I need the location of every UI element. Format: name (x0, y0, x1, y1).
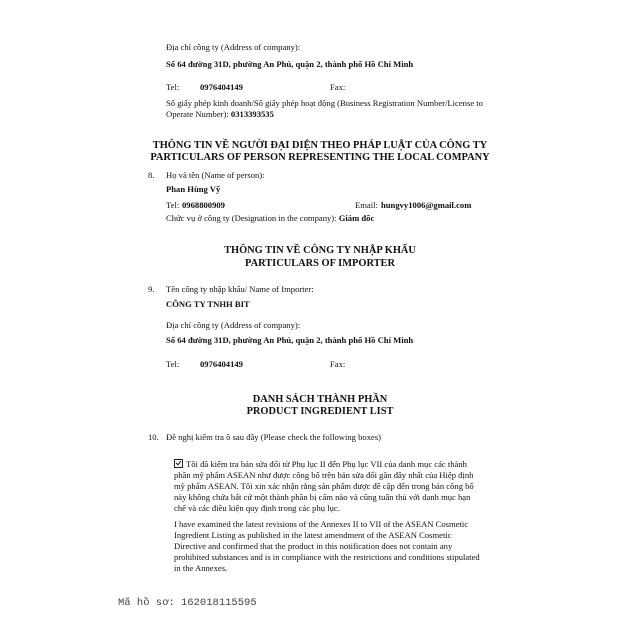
company-tel-label: Tel: (166, 82, 180, 92)
license-line1: Số giấy phép kinh doanh/Số giấy phép hoạt động (Business Registration Number/License to (166, 98, 483, 108)
item10-number: 10. (148, 432, 159, 442)
statement-vi-text-1: Tôi đã kiểm tra bản sửa đổi từ Phụ lục II đến Phụ lục VII của danh mục các thành (186, 459, 467, 469)
company-address-value: Số 64 đường 31D, phường An Phú, quận 2, thành phố Hồ Chí Minh (166, 59, 414, 69)
confirmation-checkbox[interactable] (174, 459, 183, 468)
section-representative-title-vi: THÔNG TIN VỀ NGƯỜI ĐẠI DIỆN THEO PHÁP LUẬT CỦA CÔNG TY (152, 140, 488, 151)
person-name-value: Phan Hùng Vỹ (166, 184, 221, 194)
check-instruction: Đề nghị kiểm tra ô sau đây (Please check the following boxes) (166, 432, 382, 442)
statement-vi-line-4: này không chứa bất cứ một thành phần bị cấm nào và cũng tuân thủ với danh mục hạn (174, 492, 471, 502)
importer-fax-label: Fax: (330, 359, 346, 369)
company-tel-value: 0976404149 (200, 82, 243, 92)
company-fax-label: Fax: (330, 82, 346, 92)
person-email-value: hungvy1006@gmail.com (381, 200, 472, 210)
section-ingredients-title-vi: DANH SÁCH THÀNH PHẦN (252, 394, 388, 405)
importer-tel-label: Tel: (166, 359, 180, 369)
statement-en-line-3: Directive and confirmed that the product in this notification does not contain any (174, 541, 453, 551)
designation-value: Giám đốc (338, 213, 375, 223)
statement-en-line-2: Ingredient Listing as published in the latest amendment of the ASEAN Cosmetic (174, 530, 452, 540)
importer-name-label: Tên công ty nhập khẩu/ Name of Importer: (166, 284, 314, 294)
section-importer-title-en: PARTICULARS OF IMPORTER (245, 258, 395, 269)
dossier-number: Mã hồ sơ: 162018115595 (118, 597, 257, 609)
statement-vi-line-2: phần mỹ phẩm ASEAN như được công bố trên bản sửa đổi gần đây nhất của Hiệp định (174, 470, 474, 480)
statement-en-line-5: in the Annexes. (174, 563, 228, 573)
importer-name-value: CÔNG TY TNHH BIT (166, 299, 250, 309)
importer-address-label: Địa chỉ công ty (Address of company): (166, 320, 301, 330)
designation-line (166, 213, 374, 224)
statement-vi-line-5: chế và các điều kiện quy định trong các phụ lục. (174, 503, 340, 513)
statement-vi-line-3: mỹ phẩm ASEAN. Tôi xin xác nhận rằng sản phẩm được đề cập đến trong bản công bố (174, 481, 474, 491)
statement-vi-line-1 (174, 459, 467, 470)
company-address-label: Địa chỉ công ty (Address of company): (166, 42, 301, 52)
person-email-label: Email: (355, 200, 378, 210)
section-representative-title-en: PARTICULARS OF PERSON REPRESENTING THE LOCAL COMPANY (150, 152, 490, 163)
item8-number: 8. (148, 170, 155, 180)
designation-label: Chức vụ ở công ty (Designation in the company): (166, 213, 337, 223)
person-tel-label: Tel: (166, 200, 180, 210)
license-label: Operate Number): (166, 109, 229, 119)
statement-en-line-1: I have examined the latest revisions of the Annexes II to VII of the ASEAN Cosmetic (174, 519, 469, 529)
person-tel-value: 0968800909 (182, 200, 225, 210)
importer-address-value: Số 64 đường 31D, phường An Phú, quận 2, thành phố Hồ Chí Minh (166, 335, 414, 345)
license-line2 (166, 109, 274, 120)
section-importer-title-vi: THÔNG TIN VỀ CÔNG TY NHẬP KHẨU (224, 245, 416, 256)
section-ingredients-title-en: PRODUCT INGREDIENT LIST (246, 406, 394, 417)
importer-tel-value: 0976404149 (200, 359, 243, 369)
statement-en-line-4: prohibited substances and is in compliance with the restrictions and conditions stipulated (174, 552, 480, 562)
person-name-label: Họ và tên (Name of person): (166, 170, 265, 180)
license-number: 0313393535 (230, 109, 274, 119)
item9-number: 9. (148, 284, 155, 294)
